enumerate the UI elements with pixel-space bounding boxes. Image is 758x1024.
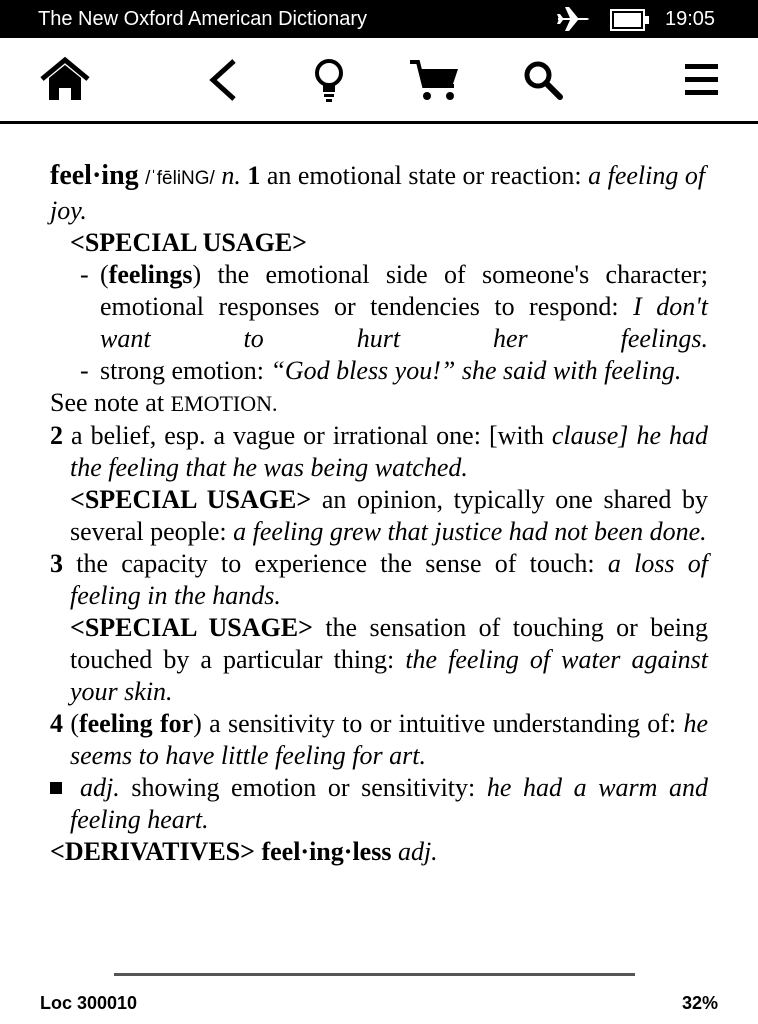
- paren-close: ): [193, 709, 202, 738]
- sub-sense: [50, 355, 708, 387]
- sense-2: [50, 420, 708, 484]
- airplane-icon: [556, 4, 592, 40]
- clock: 19:05: [665, 8, 716, 30]
- dash: -: [80, 260, 89, 289]
- definition: a sensitivity to or intuitive understanding of:: [209, 709, 677, 738]
- definition: the sensation of touching or being touched by a particular thing:: [70, 613, 708, 674]
- headword: feel·ing: [50, 160, 139, 191]
- reading-progress-bar[interactable]: [114, 973, 635, 976]
- menu-icon[interactable]: [676, 56, 732, 106]
- location-indicator: Loc 300010: [40, 993, 138, 1013]
- definition: strong emotion:: [100, 356, 264, 385]
- example: he had a warm and feeling heart.: [70, 773, 709, 834]
- sense-number: 4: [50, 709, 63, 738]
- part-of-speech: n.: [221, 161, 241, 190]
- home-icon[interactable]: [38, 56, 94, 106]
- variant-form: feeling for: [78, 709, 194, 738]
- variant-form: feelings: [108, 260, 193, 289]
- sense-number: 2: [50, 421, 63, 450]
- example: he had the feeling that he was being watched.: [70, 421, 709, 482]
- dictionary-entry: [50, 160, 708, 868]
- cart-icon[interactable]: [408, 56, 464, 106]
- definition: the emotional side of someone's character; emotional responses or tendencies to respond:: [100, 260, 709, 321]
- dash: -: [80, 356, 89, 385]
- adjective-sense: [50, 772, 708, 836]
- sense-number: 1: [247, 161, 261, 190]
- definition: showing emotion or sensitivity:: [131, 773, 476, 802]
- sub-sense: [50, 259, 708, 355]
- special-usage: [50, 612, 708, 708]
- status-bar: [0, 0, 758, 38]
- toolbar: [0, 38, 758, 122]
- see-note-prefix: See note at: [50, 388, 165, 417]
- sense-1: [50, 160, 708, 227]
- part-of-speech: adj.: [397, 837, 438, 866]
- see-note: [50, 387, 708, 420]
- example: a loss of feeling in the hands.: [70, 549, 708, 610]
- pronunciation: /ˈfēliNG/: [145, 168, 215, 189]
- toolbar-divider: [0, 121, 758, 124]
- example: he seems to have little feeling for art.: [70, 709, 709, 770]
- derivatives: [50, 836, 708, 868]
- part-of-speech: adj.: [80, 773, 120, 802]
- definition: an opinion, typically one shared by several people:: [70, 485, 708, 546]
- paren-open: (: [100, 260, 109, 289]
- example: a feeling grew that justice had not been done.: [233, 517, 707, 546]
- paren-close: ): [192, 260, 202, 289]
- derivatives-label: <DERIVATIVES>: [50, 837, 255, 866]
- special-usage: [50, 484, 708, 548]
- definition: a belief, esp. a vague or irrational one: [with: [71, 421, 544, 450]
- example: “God bless you!” she said with feeling.: [270, 356, 682, 385]
- sense-number: 3: [50, 549, 63, 578]
- sense-3: [50, 548, 708, 612]
- battery-icon: [610, 9, 650, 37]
- grammar-note: clause]: [551, 421, 629, 450]
- bullet-square-icon: [50, 782, 62, 794]
- definition: the capacity to experience the sense of touch:: [76, 549, 595, 578]
- special-usage-label: <SPECIAL USAGE>: [70, 485, 312, 514]
- sense-4: [50, 708, 708, 772]
- special-usage-label: <SPECIAL USAGE>: [70, 613, 313, 642]
- example: I don't want to hurt her feelings.: [100, 292, 708, 353]
- special-usage-label: <SPECIAL USAGE>: [70, 228, 307, 257]
- back-icon[interactable]: [198, 56, 254, 106]
- paren-open: (: [70, 709, 79, 738]
- cross-reference-link[interactable]: EMOTION.: [170, 391, 278, 416]
- search-icon[interactable]: [516, 56, 572, 106]
- lightbulb-icon[interactable]: [301, 56, 357, 106]
- percent-read: 32%: [681, 993, 718, 1013]
- definition: an emotional state or reaction:: [266, 161, 582, 190]
- book-title: The New Oxford American Dictionary: [38, 8, 368, 30]
- derivative-word: feel·ing·less: [261, 837, 392, 866]
- example: the feeling of water against your skin.: [70, 645, 709, 706]
- example: a feeling of joy.: [50, 161, 706, 225]
